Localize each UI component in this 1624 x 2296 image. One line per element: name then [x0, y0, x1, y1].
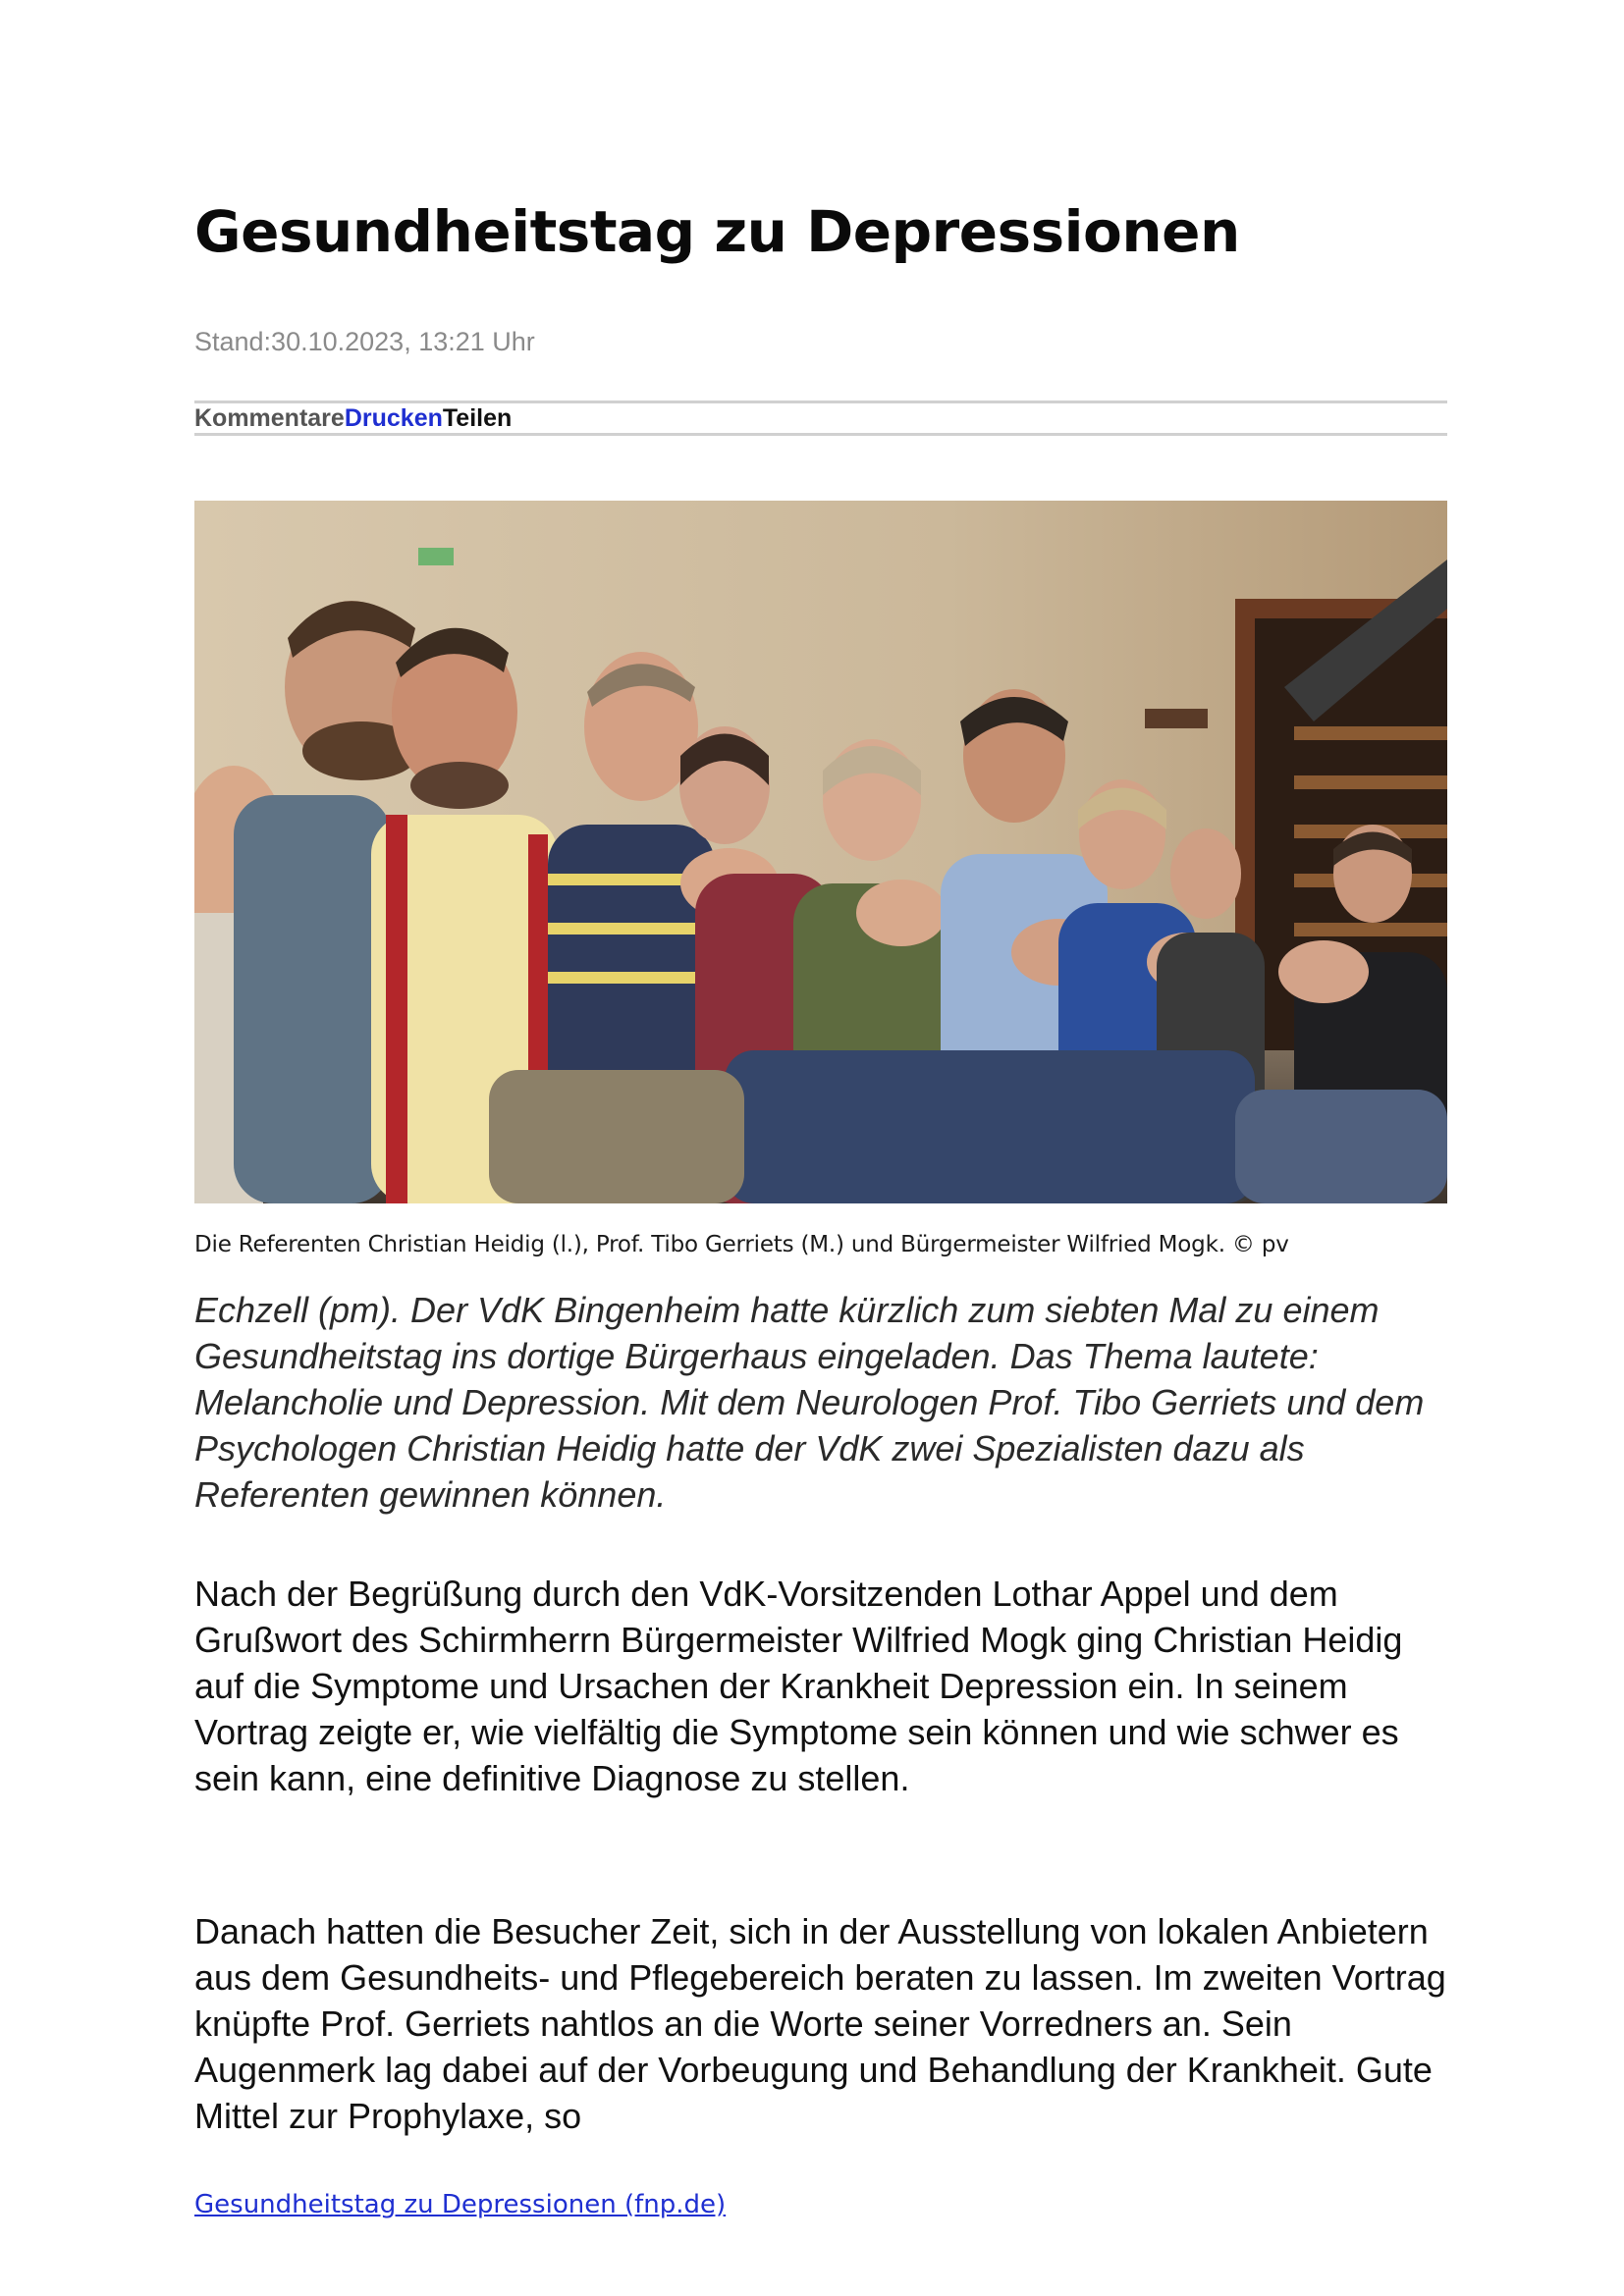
comments-link[interactable]: Kommentare [194, 403, 345, 432]
image-caption: Die Referenten Christian Heidig (l.), Prof. Tibo Gerriets (M.) und Bürgermeister Wilfried Mogk. © pv [194, 1232, 1289, 1257]
article-photo [194, 501, 1447, 1203]
lead-paragraph: Echzell (pm). Der VdK Bingenheim hatte kürzlich zum siebten Mal zu einem Gesundheitstag ins dortige Bürgerhaus eingeladen. Das Thema lautete: Melancholie und Depression. Mit dem Neurologen Prof. Tibo Gerriets und dem Psychologen Christian Heidig hatte der VdK zwei Spezialisten dazu als Referenten gewinnen können. [194, 1290, 1425, 1515]
share-link[interactable]: Teilen [442, 403, 513, 432]
timestamp: Stand:30.10.2023, 13:21 Uhr [194, 327, 535, 356]
article-title: Gesundheitstag zu Depressionen [194, 198, 1240, 265]
article-action-bar [194, 400, 1447, 436]
print-link[interactable]: Drucken [344, 403, 443, 432]
source-link[interactable]: Gesundheitstag zu Depressionen (fnp.de) [194, 2190, 727, 2219]
body-paragraph-2: Nach der Begrüßung durch den VdK-Vorsitzenden Lothar Appel und dem Grußwort des Schirmherrn Bürgermeister Wilfried Mogk ging Christian Heidig auf die Symptome und Ursachen der Krankheit Depression ein. In seinem Vortrag zeigte er, wie vielfältig die Symptome sein können und wie schwer es sein kann, eine definitive Diagnose zu stellen. [194, 1574, 1403, 1798]
body-paragraph-3: Danach hatten die Besucher Zeit, sich in der Ausstellung von lokalen Anbietern aus dem Gesundheits- und Pflegebereich beraten zu lassen. Im zweiten Vortrag knüpfte Prof. Gerriets nahtlos an die Worte seiner Vorredners an. Sein Augenmerk lag dabei auf der Vorbeugung und Behandlung der Krankheit. Gute Mittel zur Prophylaxe, so [194, 1911, 1446, 2136]
